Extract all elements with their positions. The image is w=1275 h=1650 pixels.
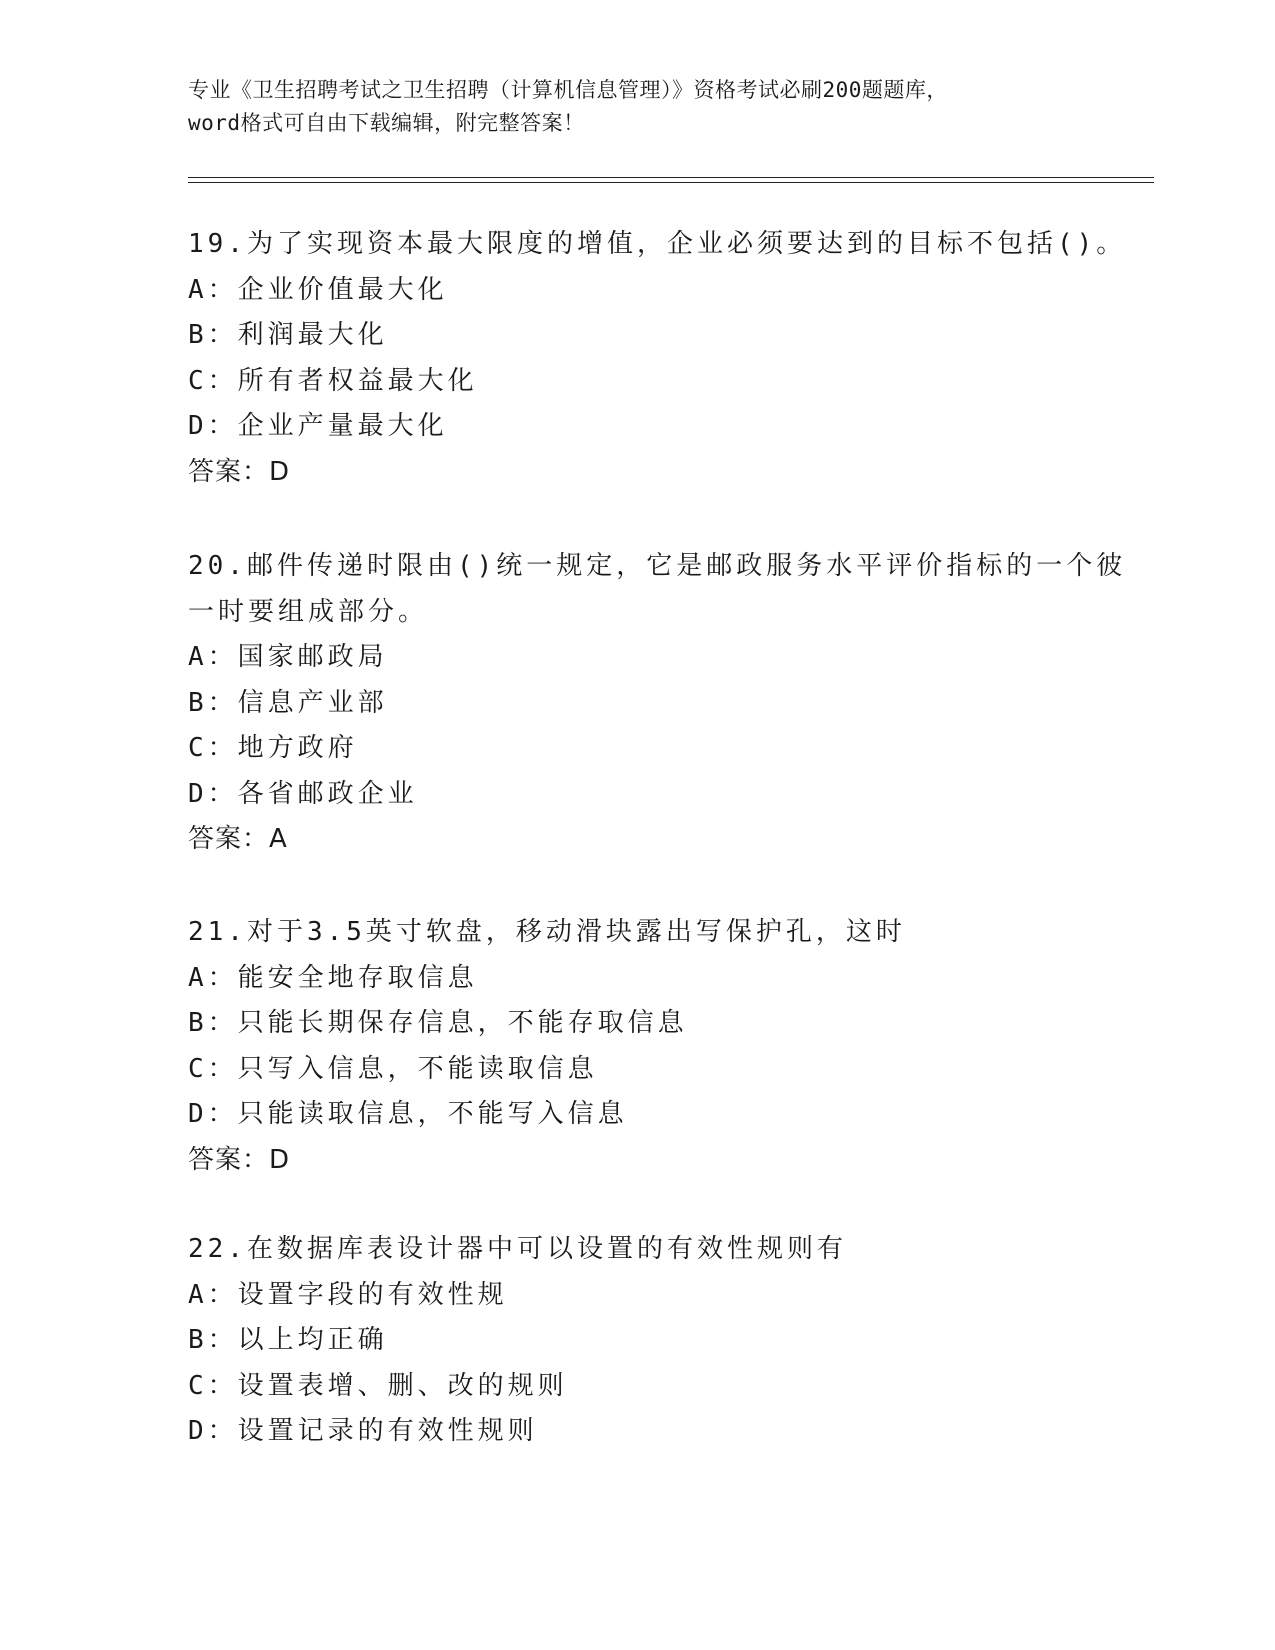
- question-stem-continued: 一时要组成部分。: [188, 596, 429, 627]
- option-a: A：设置字段的有效性规: [188, 1279, 508, 1310]
- question-stem: 22.在数据库表设计器中可以设置的有效性规则有: [188, 1234, 847, 1264]
- option-b: B：利润最大化: [188, 320, 388, 350]
- option-a: A：国家邮政局: [188, 642, 388, 672]
- option-c: C：只写入信息，不能读取信息: [188, 1053, 598, 1084]
- question-19: [188, 222, 1148, 495]
- answer-label: 答案：A: [188, 824, 288, 854]
- option-d: D：各省邮政企业: [188, 778, 418, 809]
- question-20: [188, 544, 1148, 863]
- question-22: [188, 1227, 1148, 1455]
- option-d: D：只能读取信息，不能写入信息: [188, 1099, 628, 1129]
- option-c: C：所有者权益最大化: [188, 365, 478, 396]
- header-line-1: 专业《卫生招聘考试之卫生招聘（计算机信息管理）》资格考试必刷200题题库，: [188, 78, 948, 102]
- header-rule-bottom: [188, 182, 1154, 183]
- option-c: C：设置表增、删、改的规则: [188, 1370, 568, 1401]
- option-a: A：能安全地存取信息: [188, 962, 478, 993]
- option-d: D：设置记录的有效性规则: [188, 1416, 538, 1446]
- option-a: A：企业价值最大化: [188, 274, 448, 305]
- header-line-2: word格式可自由下载编辑，附完整答案！: [188, 111, 585, 135]
- option-b: B：以上均正确: [188, 1325, 388, 1355]
- question-21: [188, 910, 1148, 1183]
- document-header: [188, 74, 1088, 140]
- option-b: B：信息产业部: [188, 687, 388, 718]
- option-c: C：地方政府: [188, 733, 358, 763]
- header-rule-top: [188, 177, 1154, 178]
- question-stem: 20.邮件传递时限由()统一规定，它是邮政服务水平评价指标的一个彼: [188, 551, 1127, 581]
- question-stem: 19.为了实现资本最大限度的增值，企业必须要达到的目标不包括()。: [188, 229, 1127, 259]
- answer-label: 答案：D: [188, 1144, 291, 1175]
- option-d: D：企业产量最大化: [188, 411, 448, 441]
- answer-label: 答案：D: [188, 456, 291, 487]
- question-stem: 21.对于3.5英寸软盘，移动滑块露出写保护孔，这时: [188, 917, 906, 947]
- option-b: B：只能长期保存信息，不能存取信息: [188, 1008, 688, 1038]
